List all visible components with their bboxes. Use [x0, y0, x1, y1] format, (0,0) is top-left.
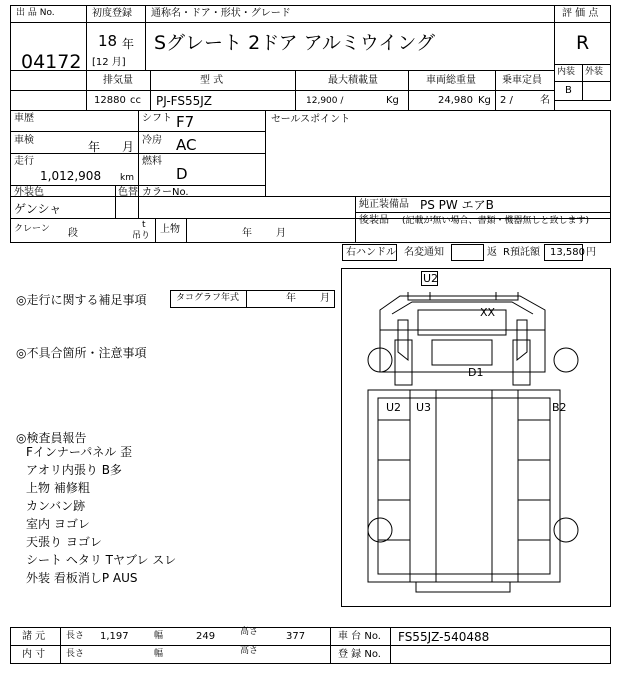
driving-notes-title: ◎走行に関する補足事項: [16, 293, 147, 307]
length-label: 長さ: [66, 631, 85, 641]
capacity-unit: 名: [540, 95, 550, 106]
capacity-label: 乗車定員: [502, 75, 542, 86]
r-deposit-value: 13,580: [550, 247, 585, 258]
equipment-value: PS PW エアB: [420, 198, 494, 212]
color-label: 外装色: [14, 187, 44, 198]
inner-length-label: 長さ: [66, 649, 85, 659]
crane-ton-unit: t: [142, 220, 146, 230]
max-load-label: 最大積載量: [328, 75, 378, 86]
gross-weight-unit: Kg: [478, 95, 491, 106]
width-value: 249: [196, 631, 216, 642]
report-line: 室内 ヨゴレ: [26, 517, 90, 531]
shift-value: F7: [176, 113, 195, 131]
damage-mark: B2: [552, 401, 567, 414]
gross-weight: 24,980: [438, 95, 473, 106]
registration-no-label: 登 録 No.: [338, 649, 381, 660]
lot-no-label: 出 品 No.: [16, 8, 55, 18]
overall-grade: R: [576, 32, 590, 54]
chassis-no-label: 車 台 No.: [338, 631, 381, 642]
color-change-label: 色替: [118, 187, 138, 198]
inspection-label: 車検: [14, 135, 34, 146]
body-label: 上物: [160, 224, 180, 235]
reg-year: 18: [98, 32, 118, 50]
sales-point-label: セールスポイント: [271, 114, 351, 125]
color-value: ゲンシャ: [14, 202, 62, 216]
fuel-value: D: [176, 165, 188, 183]
aftermarket-note: (記載が無い場合、書類・機器無しと致します): [402, 216, 590, 226]
displacement: 12880: [94, 95, 126, 106]
dimensions-label: 諸 元: [22, 631, 46, 642]
displacement-unit: cc: [130, 95, 141, 106]
aftermarket-label: 後装品: [359, 215, 389, 226]
report-line: シート ヘタリ Tヤブレ スレ: [26, 553, 177, 567]
inner-height-label: 高さ: [240, 646, 259, 656]
model-code: PJ-FS55JZ: [156, 94, 213, 108]
history-label: 車歴: [14, 113, 34, 124]
report-line: 上物 補修粗: [26, 481, 90, 495]
defects-title: ◎不具合箇所・注意事項: [16, 346, 147, 360]
vehicle-name-label: 通称名・ドア・形状・グレード: [151, 8, 291, 19]
body-year-unit: 年: [242, 228, 252, 239]
lot-no: 04172: [21, 51, 82, 73]
grade-label: 評 価 点: [562, 8, 599, 19]
report-line: Fインナーパネル 歪: [26, 445, 133, 459]
length-value: 1,197: [100, 631, 129, 642]
refund-label: 返: [487, 247, 497, 258]
report-line: アオリ内張り B多: [26, 463, 122, 477]
crane-hang-unit: 吊り: [132, 231, 151, 241]
inner-dimensions-label: 内 寸: [22, 649, 46, 660]
gross-weight-label: 車両総重量: [426, 75, 476, 86]
exterior-grade-label: 外装: [585, 67, 604, 77]
first-reg-label: 初度登録: [92, 8, 132, 19]
report-line: 外装 看板消しP AUS: [26, 571, 138, 585]
damage-mark: XX: [480, 306, 496, 319]
shift-label: シフト: [142, 113, 172, 124]
height-value: 377: [286, 631, 306, 642]
max-load: 12,900 /: [306, 96, 344, 106]
yen-unit: 円: [586, 247, 596, 258]
inspector-report-title: ◎検査員報告: [16, 431, 87, 445]
interior-grade-label: 内装: [557, 67, 576, 77]
displacement-label: 排気量: [103, 75, 133, 86]
fuel-label: 燃料: [142, 156, 162, 167]
color-no-label: カラーNo.: [142, 187, 189, 198]
damage-mark: U3: [416, 401, 432, 414]
crane-label: クレーン: [14, 224, 50, 234]
crane-stage-unit: 段: [68, 228, 78, 239]
mileage: 1,012,908: [40, 169, 102, 183]
inspector-report: [26, 446, 176, 590]
tachograph-label: タコグラフ年式: [176, 293, 240, 303]
mileage-label: 走行: [14, 156, 34, 167]
model-code-label: 型 式: [200, 75, 224, 86]
inner-width-label: 幅: [154, 649, 164, 659]
damage-mark: U2: [423, 272, 439, 285]
inspection-year: 年: [88, 140, 101, 154]
mileage-unit: km: [120, 173, 134, 183]
name-change-label: 名変通知: [404, 247, 444, 258]
ac-label: 冷房: [142, 135, 162, 146]
tachograph-month-unit: 月: [320, 293, 330, 304]
interior-grade: B: [565, 85, 572, 96]
damage-mark: D1: [468, 366, 484, 379]
damage-mark: U2: [386, 401, 402, 414]
report-line: カンバン跡: [26, 499, 86, 513]
chassis-no: FS55JZ-540488: [398, 630, 490, 644]
reg-year-unit: 年: [122, 37, 135, 51]
height-label: 高さ: [240, 627, 259, 637]
rhd-flag: 右ハンドル: [346, 247, 396, 258]
width-label: 幅: [154, 631, 164, 641]
capacity: 2 /: [500, 95, 513, 106]
model-name: Sグレート 2ドア アルミウイング: [154, 32, 435, 54]
reg-month: [12 月]: [92, 57, 126, 68]
ac-value: AC: [176, 136, 197, 154]
tachograph-year-unit: 年: [286, 293, 296, 304]
body-month-unit: 月: [276, 228, 286, 239]
r-deposit-label: R預託額: [503, 247, 540, 258]
report-line: 天張り ヨゴレ: [26, 535, 102, 549]
equipment-label: 純正装備品: [359, 199, 409, 210]
max-load-unit: Kg: [386, 95, 399, 106]
inspection-month: 月: [122, 140, 135, 154]
